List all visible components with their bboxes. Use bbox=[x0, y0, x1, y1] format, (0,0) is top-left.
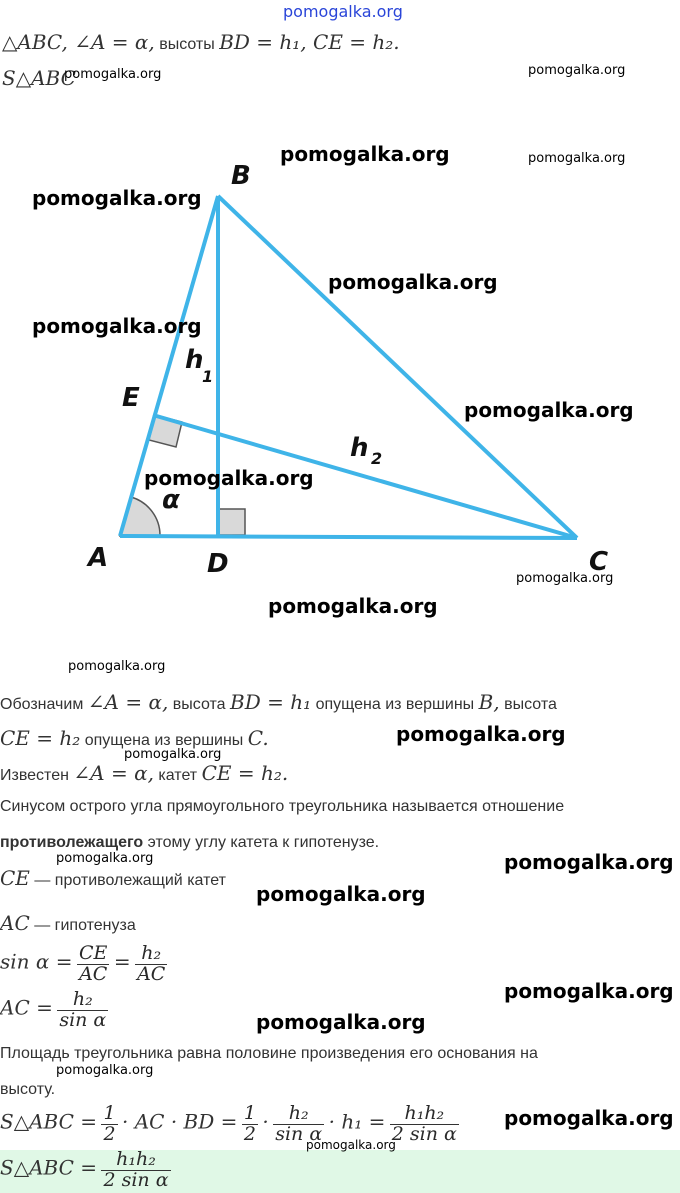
fraction bbox=[390, 1104, 459, 1145]
watermark: pomogalka.org bbox=[56, 851, 154, 866]
watermark: pomogalka.org bbox=[464, 398, 634, 422]
watermark: pomogalka.org bbox=[64, 67, 162, 82]
sol-math: ∠A = α, bbox=[87, 690, 169, 714]
side-ac bbox=[120, 536, 577, 538]
fraction bbox=[242, 1104, 258, 1145]
numerator: CE bbox=[78, 942, 108, 964]
label-alpha: α bbox=[162, 485, 180, 515]
solution-line-3 bbox=[0, 761, 288, 785]
denominator: 2 bbox=[243, 1122, 256, 1145]
sol-text: этому углу катета к гипотенузе. bbox=[143, 834, 380, 851]
watermark: pomogalka.org bbox=[528, 151, 626, 166]
solution-line-1 bbox=[0, 690, 557, 714]
watermark: pomogalka.org bbox=[328, 270, 498, 294]
f-text: · AC · BD = bbox=[122, 1109, 238, 1134]
sol-text: — гипотенуза bbox=[34, 917, 136, 934]
denominator: sin α bbox=[275, 1122, 323, 1145]
watermark: pomogalka.org bbox=[256, 1010, 426, 1034]
sol-text: — противолежащий катет bbox=[34, 872, 226, 889]
sol-math: CE = h₂. bbox=[201, 761, 289, 785]
label-b: B bbox=[231, 161, 251, 191]
label-d: D bbox=[207, 549, 229, 579]
sol-text: катет bbox=[158, 767, 198, 784]
label-c: C bbox=[589, 547, 609, 577]
numerator: 1 bbox=[103, 1102, 116, 1124]
formula-ac bbox=[0, 990, 108, 1031]
formula-answer bbox=[0, 1150, 171, 1191]
header-watermark[interactable]: pomogalka.org bbox=[283, 2, 403, 21]
sol-math: CE = h₂ bbox=[0, 726, 81, 750]
watermark: pomogalka.org bbox=[306, 1138, 396, 1152]
solution-line-7 bbox=[0, 911, 136, 935]
watermark: pomogalka.org bbox=[280, 142, 450, 166]
sol-math: C. bbox=[247, 726, 269, 750]
label-e: E bbox=[122, 383, 140, 413]
sol-math: ∠A = α, bbox=[73, 761, 154, 785]
watermark: pomogalka.org bbox=[124, 747, 222, 762]
sol-math: CE bbox=[0, 866, 30, 890]
watermark: pomogalka.org bbox=[516, 571, 614, 586]
watermark: pomogalka.org bbox=[32, 314, 202, 338]
f-text: AC = bbox=[0, 995, 53, 1020]
watermark: pomogalka.org bbox=[268, 594, 438, 618]
given-math-1: △ABC, ∠A = α, bbox=[2, 30, 155, 54]
f-text: sin α = bbox=[0, 949, 73, 974]
formula-sin bbox=[0, 944, 167, 985]
sol-text: Обозначим bbox=[0, 696, 84, 713]
denominator: 2 sin α bbox=[103, 1168, 169, 1191]
label-h1-sub: 1 bbox=[202, 367, 214, 386]
sol-text: опущена из вершины bbox=[84, 732, 244, 749]
triangle-figure bbox=[0, 150, 680, 590]
watermark: pomogalka.org bbox=[144, 466, 314, 490]
watermark: pomogalka.org bbox=[68, 659, 166, 674]
fraction bbox=[57, 990, 108, 1031]
solution-line-8: Площадь треугольника равна половине произведения его основания на bbox=[0, 1045, 538, 1062]
fraction bbox=[101, 1104, 117, 1145]
solution-line-8b: высоту. bbox=[0, 1081, 56, 1098]
given-math-2: BD = h₁, CE = h₂. bbox=[219, 30, 400, 54]
label-h1: h bbox=[185, 345, 204, 375]
watermark: pomogalka.org bbox=[504, 979, 674, 1003]
given-math-3: S△ABC bbox=[2, 66, 76, 90]
sol-math: B, bbox=[478, 690, 500, 714]
label-h2: h bbox=[350, 433, 369, 463]
solution-line-4: Синусом острого угла прямоугольного треугольника называется отношение bbox=[0, 798, 565, 815]
fraction bbox=[101, 1150, 170, 1191]
sol-math: AC bbox=[0, 911, 30, 935]
numerator: h₁h₂ bbox=[101, 1150, 170, 1171]
sol-text: Известен bbox=[0, 767, 69, 784]
watermark: pomogalka.org bbox=[256, 882, 426, 906]
given-line-1 bbox=[2, 30, 400, 54]
watermark: pomogalka.org bbox=[504, 850, 674, 874]
numerator: h₂ bbox=[57, 990, 108, 1011]
sol-text: опущена из вершины bbox=[315, 696, 475, 713]
denominator: AC bbox=[137, 962, 166, 985]
numerator: 1 bbox=[243, 1102, 256, 1124]
fraction bbox=[77, 944, 109, 985]
sol-math: BD = h₁ bbox=[230, 690, 312, 714]
denominator: sin α bbox=[59, 1008, 107, 1031]
numerator: h₂ bbox=[135, 944, 167, 965]
denominator: 2 sin α bbox=[391, 1122, 457, 1145]
watermark: pomogalka.org bbox=[32, 186, 202, 210]
sol-text: высота bbox=[172, 696, 226, 713]
sol-text: высота bbox=[504, 696, 557, 713]
fraction bbox=[135, 944, 167, 985]
numerator: h₂ bbox=[273, 1104, 324, 1125]
f-text: S△ABC = bbox=[0, 1109, 98, 1134]
label-h2-sub: 2 bbox=[371, 449, 383, 468]
sol-bold: противолежащего bbox=[0, 834, 144, 851]
numerator: h₁h₂ bbox=[390, 1104, 459, 1125]
f-text: · h₁ = bbox=[328, 1109, 386, 1134]
watermark: pomogalka.org bbox=[504, 1106, 674, 1130]
f-text: = bbox=[113, 949, 131, 974]
watermark: pomogalka.org bbox=[56, 1063, 154, 1078]
f-text: S△ABC = bbox=[0, 1155, 98, 1180]
right-angle-d-mark bbox=[219, 509, 245, 535]
solution-line-6 bbox=[0, 866, 226, 890]
watermark: pomogalka.org bbox=[396, 722, 566, 746]
f-text: · bbox=[262, 1109, 269, 1134]
solution-line-5 bbox=[0, 834, 379, 852]
watermark: pomogalka.org bbox=[528, 63, 626, 78]
given-text-1: высоты bbox=[159, 36, 215, 53]
denominator: 2 bbox=[103, 1122, 116, 1145]
label-a: A bbox=[88, 543, 109, 573]
denominator: AC bbox=[79, 962, 108, 985]
